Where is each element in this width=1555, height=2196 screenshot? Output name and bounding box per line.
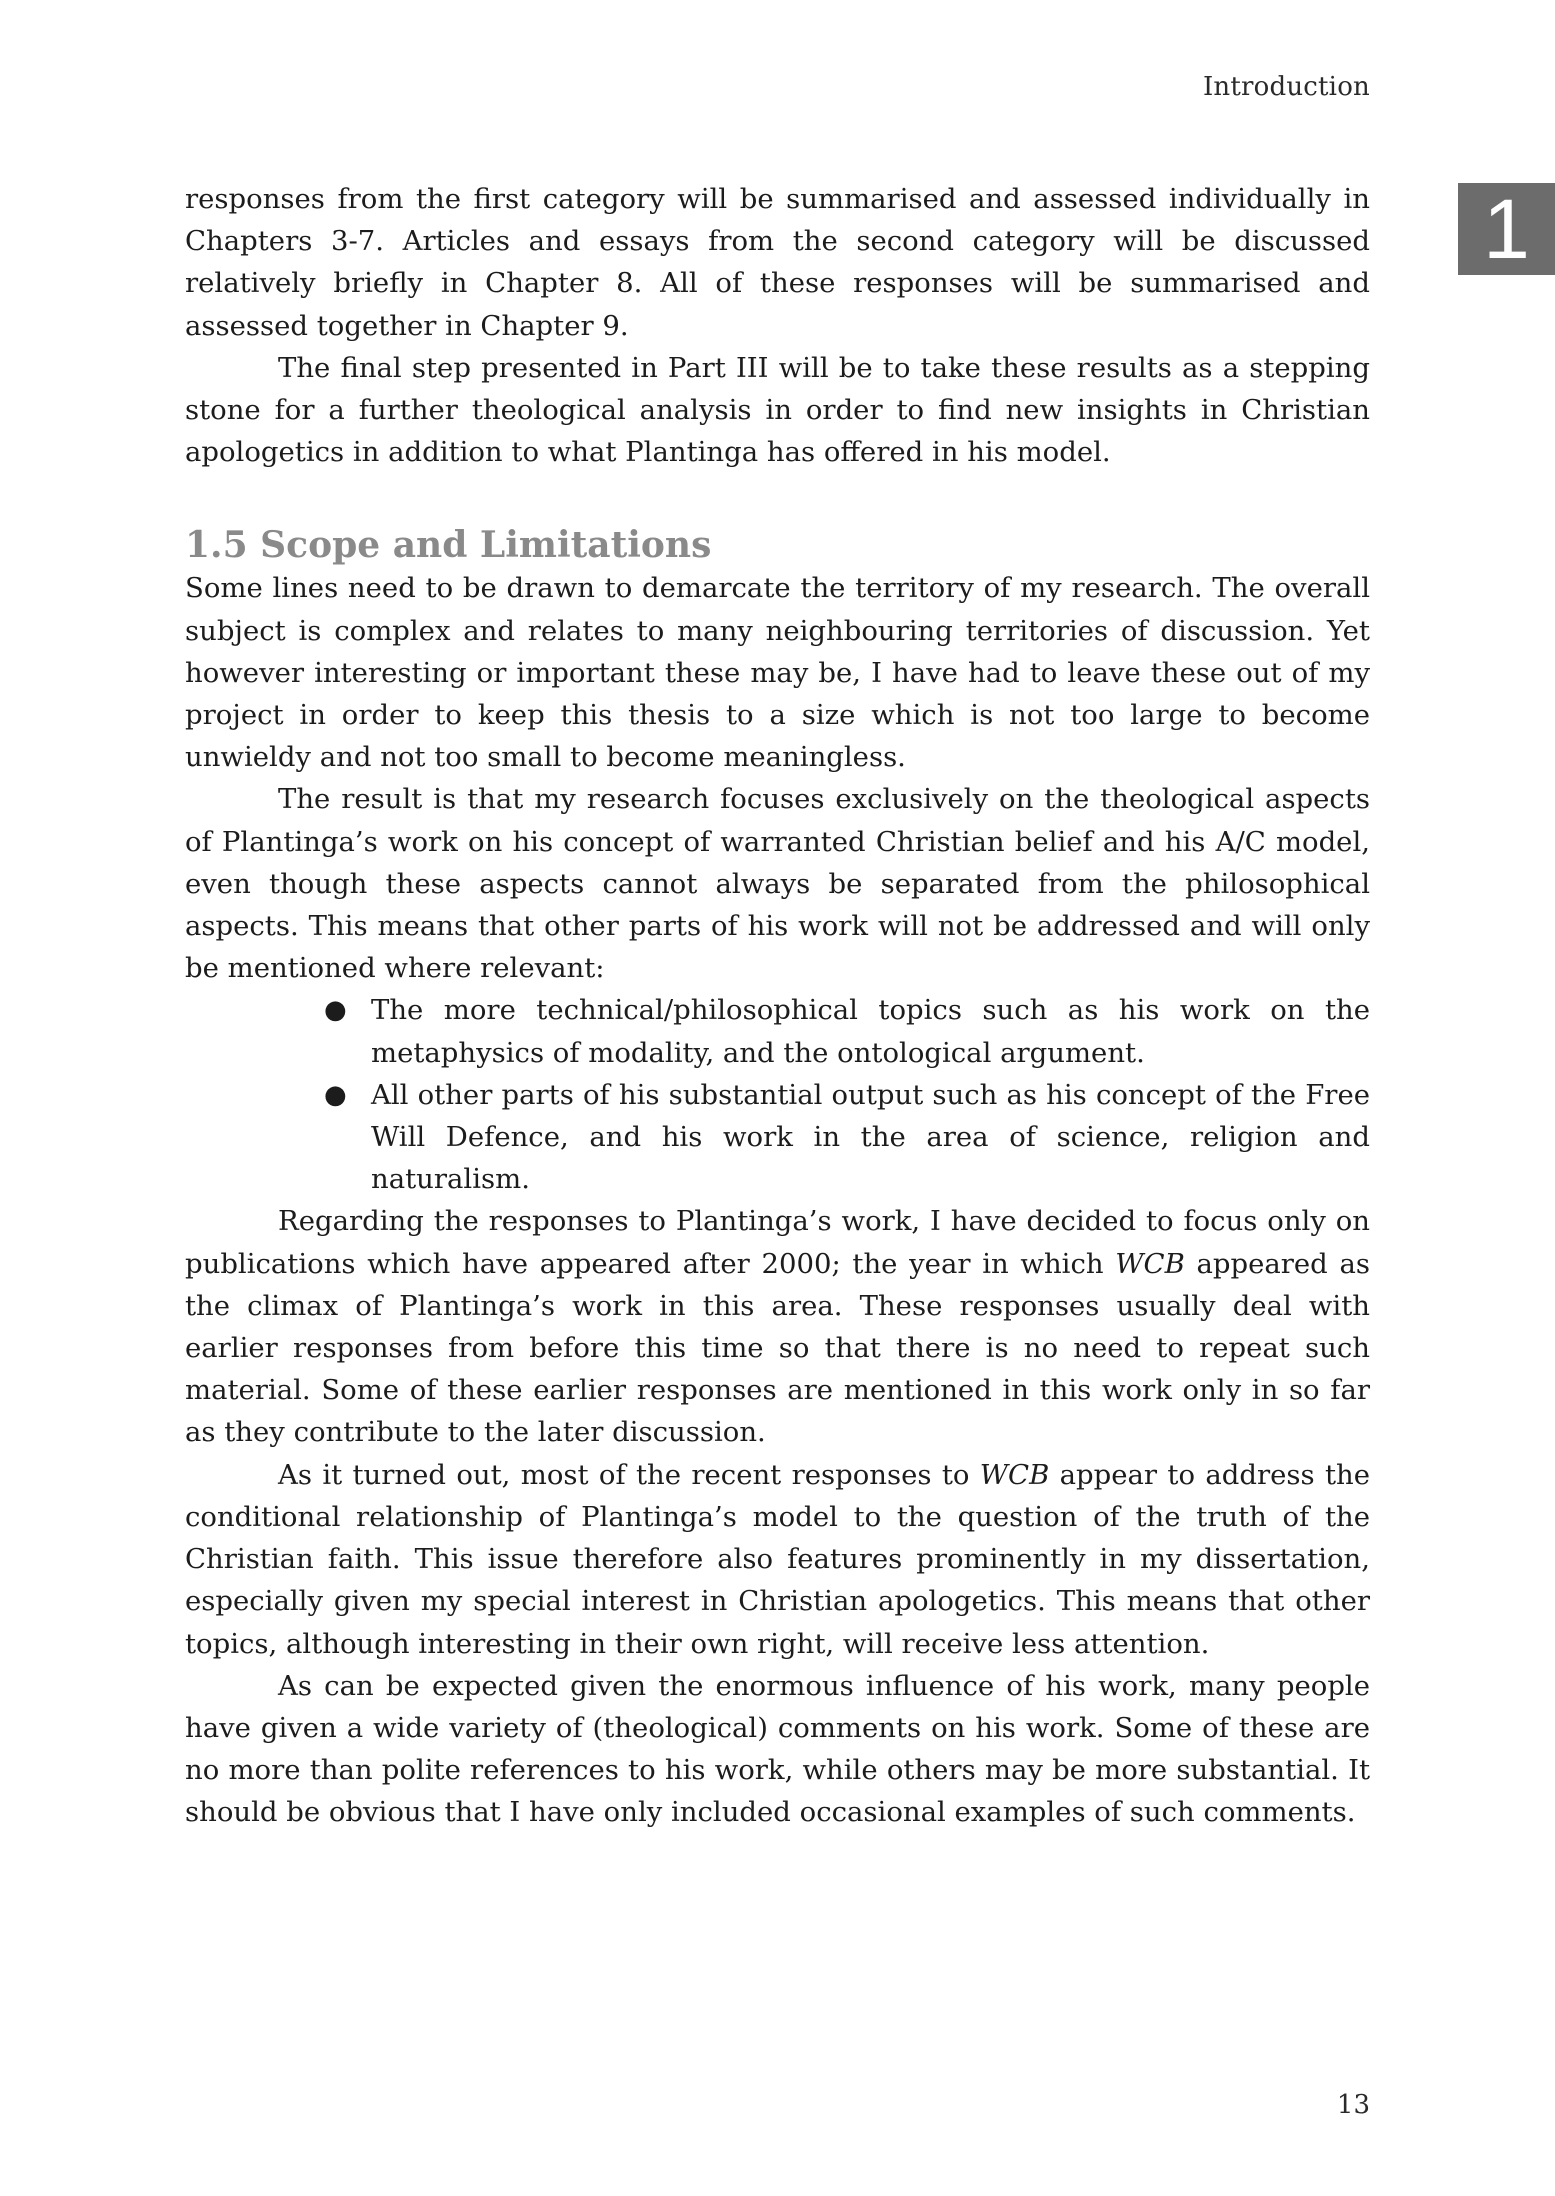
- paragraph-comments: As can be expected given the enormous influence of his work, many people have given a wide variety of (theological) comments on his work. Some of these are no more than polite references to his work, while others may be more substantial. It should be obvious that I have only included occasional examples of such comments.: [185, 1669, 1370, 1829]
- paragraph-recent-responses: [185, 1454, 1370, 1665]
- paragraph-scope-intro: Some lines need to be drawn to demarcate the territory of my research. The overall subject is complex and relates to many neighbouring territories of discussion. Yet however interesting or important these may be, I have had to leave these out of my project in order to keep this thesis to a size which is not too large to become unwieldy and not too small to become meaningless.: [185, 572, 1370, 774]
- text-run: Regarding the responses to Plantinga’s work, I have decided to focus only on publications which have appeared after 2000; the year in which: [185, 1205, 1370, 1280]
- list-item: [324, 989, 1370, 1073]
- section-heading: 1.5 Scope and Limitations: [185, 524, 712, 567]
- page-number: 13: [1336, 2090, 1370, 2120]
- list-item-text: The more technical/philosophical topics such as his work on the metaphysics of modality, and the ontological argument.: [371, 994, 1370, 1069]
- paragraph-continued: responses from the first category will be summarised and assessed individually in Chapters 3-7. Articles and essays from the second category will be discussed relatively briefly in Chapter 8. All of these responses will be summarised and assessed together in Chapter 9.: [185, 183, 1370, 342]
- bullet-icon: ●: [324, 1079, 347, 1110]
- bullet-icon: ●: [324, 995, 347, 1026]
- text-run: appeared as the climax of Plantinga’s work in this area. These responses usually deal with earlier responses from before this time so that there is no need to repeat such material. Some of these earlier responses are mentioned in this work only in so far as they contribute to the later discussion.: [185, 1247, 1370, 1449]
- text-run: appear to address the conditional relationship of Plantinga’s model to the question of the truth of the Christian faith. This issue therefore also features prominently in my dissertation, especially given my special interest in Christian apologetics. This means that other topics, although interesting in their own right, will receive less attention.: [185, 1458, 1370, 1660]
- paragraph-focus: The result is that my research focuses exclusively on the theological aspects of Plantinga’s work on his concept of warranted Christian belief and his A/C model, even though these aspects cannot always be separated from the philosophical aspects. This means that other parts of his work will not be addressed and will only be mentioned where relevant:: [185, 783, 1370, 985]
- page-body: [185, 178, 1370, 1834]
- exclusion-list: [185, 989, 1370, 1200]
- list-item-text: All other parts of his substantial output such as his concept of the Free Will Defence, and his work in the area of science, religion and naturalism.: [371, 1078, 1370, 1196]
- paragraph-final-step: The final step presented in Part III will be to take these results as a stepping stone for a further theological analysis in order to find new insights in Christian apologetics in addition to what Plantinga has offered in his model.: [185, 351, 1370, 469]
- paragraph-responses: [185, 1200, 1370, 1453]
- book-title-wcb: WCB: [1115, 1247, 1185, 1280]
- book-title-wcb: WCB: [979, 1458, 1050, 1491]
- chapter-tab: 1: [1458, 183, 1555, 275]
- list-item: [324, 1074, 1370, 1201]
- running-head: Introduction: [1202, 72, 1370, 102]
- text-run: As it turned out, most of the recent responses to: [278, 1458, 980, 1491]
